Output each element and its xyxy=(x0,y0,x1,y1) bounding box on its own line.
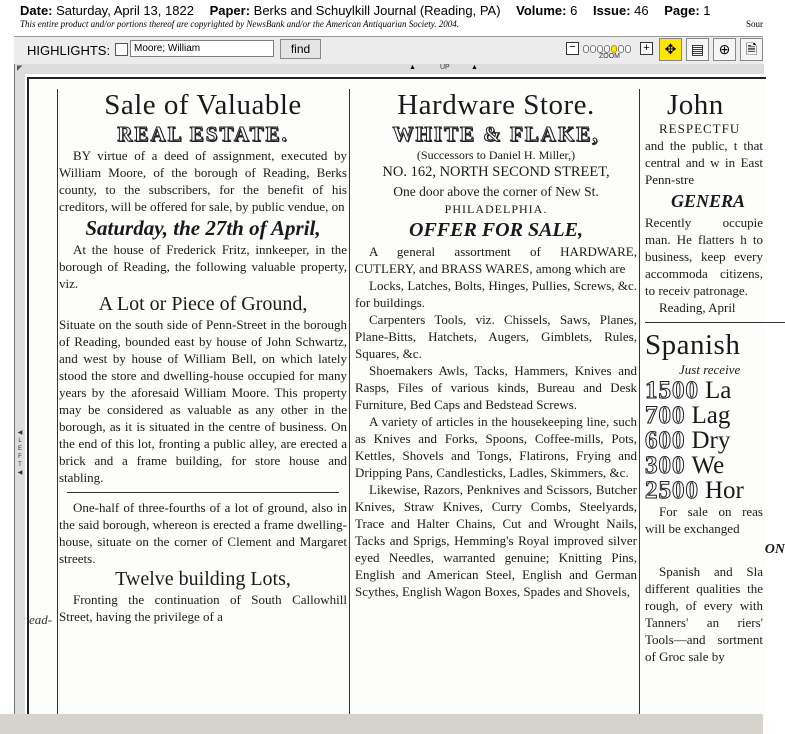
zoom-step-6[interactable] xyxy=(618,45,624,53)
left-label xyxy=(17,429,23,477)
issue-number: 46 xyxy=(634,3,649,18)
divider xyxy=(67,492,339,493)
crosshair-icon[interactable]: ⊕ xyxy=(713,38,736,61)
status-bar xyxy=(0,714,763,734)
quantity-number: 1500 xyxy=(645,377,699,404)
quantity-row xyxy=(645,453,785,478)
quantity-word: La xyxy=(705,377,732,404)
city-line: PHILADELPHIA. xyxy=(444,202,548,216)
article-paragraph: Likewise, Razors, Penknives and Scissors, Butcher Knives, Straw Knives, Curry Combs, Steelyards, Trace and Halter Chains, Cut and Wrought Nails, Tacks and Sprigs, Hemming's Royal improved silver eyed Needles, warranted genuine; Knitting Pins, English and American Steel, English and German Scythes, English Wagon Boxes, Spades and Shovels, xyxy=(355,482,637,599)
article-paragraph: and the public, t that central and w in East Penn-stre xyxy=(645,138,763,187)
article-paragraph: One-half of three-fourths of a lot of ground, also in the said borough, whereon is erected a frame dwelling-house, situate on the corner of Clement and Margaret streets. xyxy=(59,500,347,566)
quantity-word: Dry xyxy=(691,427,731,454)
up-label: UP xyxy=(440,64,450,71)
quantity-word: Lag xyxy=(691,402,731,429)
paper-name: Berks and Schuylkill Journal (Reading, PA) xyxy=(253,3,501,18)
zoom-step-3[interactable] xyxy=(597,45,603,53)
find-button[interactable]: find xyxy=(280,39,321,59)
lots-heading: Twelve building Lots, xyxy=(115,568,291,590)
article-hardware xyxy=(355,89,637,600)
left-label-text: LEFT xyxy=(17,438,22,468)
column-rule xyxy=(349,89,350,719)
dateline: Reading, April xyxy=(659,300,736,315)
article-paragraph: Situate on the south side of Penn-Street in the borough of Reading, bounded east by house of John Schwartz, and west by house of William Bell, on which lately stood the store and dwelling-house occupied for many years by the aforesaid William Moore. This property may be considered as valuable as any other in the borough, as it is situated in the centre of business. On the end of this lot, fronting a public alley, are erected a brick and a frame building, for store house and stabling. xyxy=(59,317,347,485)
door-line: One door above the corner of New St. xyxy=(393,184,599,199)
article-paragraph: Carpenters Tools, viz. Chissels, Saws, Planes, Plane-Bitts, Hatchets, Augers, Gimblets, Rules, Squares, &c. xyxy=(355,312,637,361)
quantity-number: 2500 xyxy=(645,477,699,504)
column-rule xyxy=(639,89,640,719)
zoom-in-icon[interactable]: + xyxy=(640,42,653,55)
newspaper-page xyxy=(27,77,785,716)
image-viewer[interactable] xyxy=(14,64,785,714)
zoom-step-4[interactable] xyxy=(604,45,610,53)
page-view-icon[interactable]: ▤ xyxy=(686,38,709,61)
document-header xyxy=(0,0,763,34)
on-heading: ON xyxy=(764,542,785,557)
zoom-step-2[interactable] xyxy=(590,45,596,53)
successors-line: (Successors to Daniel H. Miller,) xyxy=(416,148,576,162)
highlights-label: HIGHLIGHTS: xyxy=(27,43,111,58)
quantity-row xyxy=(645,478,785,503)
address-line: NO. 162, NORTH SECOND STREET, xyxy=(382,164,610,180)
up-arrow-icon-2[interactable]: ▲ xyxy=(471,64,478,71)
pdf-icon[interactable]: 🗎 xyxy=(740,38,763,61)
article-title: Hardware Store. xyxy=(397,89,595,121)
quantity-row xyxy=(645,378,785,403)
page-label: Page: xyxy=(664,3,700,18)
zoom-step-7[interactable] xyxy=(625,45,631,53)
article-paragraph: At the house of Frederick Fritz, innkeeper, in the borough of Reading, the following valuable property, viz. xyxy=(59,242,347,291)
highlights-input[interactable] xyxy=(130,40,274,57)
volume-label: Volume: xyxy=(516,3,567,18)
scroll-left-bar[interactable] xyxy=(15,74,25,714)
respectfully-line: RESPECTFU xyxy=(659,121,741,136)
article-paragraph: Shoemakers Awls, Tacks, Hammers, Knives and Rasps, Files of various kinds, Bureau and Desk Furniture, Bed Caps and Bedstead Screws. xyxy=(355,363,637,412)
copyright-notice: This entire product and/or portions thereof are copyrighted by NewsBank and/or the American Antiquarian Society. 2004. xyxy=(20,19,460,29)
lot-heading: A Lot or Piece of Ground, xyxy=(98,293,308,315)
quantity-row xyxy=(645,403,785,428)
article-paragraph: Spanish and Sla different qualities the rough, of every with Tanners' an riers' Tools—and sortment of Groc sale by xyxy=(645,564,763,664)
zoom-step-5[interactable] xyxy=(611,45,617,53)
column-rule xyxy=(57,89,58,719)
issue-info xyxy=(20,3,723,18)
pan-tool-icon[interactable]: ✥ xyxy=(659,38,682,61)
left-arrow-icon-2[interactable]: ◀ xyxy=(17,470,23,476)
up-arrow-icon[interactable]: ▲ xyxy=(409,64,416,71)
corner-arrow-icon[interactable]: ◤ xyxy=(17,65,23,72)
sale-date-heading: Saturday, the 27th of April, xyxy=(85,216,321,240)
quantity-number: 300 xyxy=(645,452,686,479)
source-link[interactable]: Sour xyxy=(745,19,763,29)
quantity-list xyxy=(645,378,785,503)
article-paragraph: Locks, Latches, Bolts, Hinges, Pullies, Screws, &c. for buildings. xyxy=(355,278,637,310)
offer-heading: OFFER FOR SALE, xyxy=(409,219,583,241)
quantity-word: We xyxy=(691,452,725,479)
margin-fragment: ead- xyxy=(29,612,53,627)
volume-number: 6 xyxy=(570,3,578,18)
article-real-estate xyxy=(59,89,347,625)
article-paragraph: Recently occupie man. He flatters h to business, keep every accommoda citizens, to receiv patronage. xyxy=(645,215,763,298)
date-label: Date: xyxy=(20,3,53,18)
quantity-word: Hor xyxy=(705,477,744,504)
article-title: Sale of Valuable xyxy=(104,89,302,121)
article-title-2: Spanish xyxy=(645,329,741,361)
issue-date: Saturday, April 13, 1822 xyxy=(56,3,194,18)
article-paragraph: Fronting the continuation of South Callowhill Street, having the privilege of a xyxy=(59,592,347,624)
issue-label: Issue: xyxy=(592,3,631,18)
page-number: 1 xyxy=(703,3,711,18)
divider xyxy=(645,322,785,323)
received-line: Just receive xyxy=(679,362,741,377)
highlights-checkbox[interactable] xyxy=(115,43,128,56)
paper-label: Paper: xyxy=(209,3,251,18)
zoom-step-1[interactable] xyxy=(583,45,589,53)
article-subtitle: WHITE & FLAKE, xyxy=(392,122,600,146)
left-arrow-icon[interactable]: ◀ xyxy=(17,430,23,436)
article-partial xyxy=(645,89,785,665)
viewer-toolbar xyxy=(14,36,763,65)
quantity-row xyxy=(645,428,785,453)
quantity-number: 600 xyxy=(645,427,686,454)
scroll-up-bar[interactable] xyxy=(15,64,764,74)
general-heading: GENERA xyxy=(671,191,746,211)
article-title: John xyxy=(667,89,724,121)
article-paragraph: For sale on reas will be exchanged xyxy=(645,504,763,536)
quantity-number: 700 xyxy=(645,402,686,429)
zoom-label: ZOOM xyxy=(599,53,620,60)
article-paragraph: A variety of articles in the housekeeping line, such as Knives and Forks, Spoons, Coffee-mills, Pots, Kettles, Shovels and Tongs, Flatirons, Frying and Dripping Pans, Candlesticks, Ladles, Skimmers, &c. xyxy=(355,414,637,480)
article-subtitle: REAL ESTATE. xyxy=(117,122,289,146)
article-paragraph: A general assortment of HARDWARE, CUTLERY, and BRASS WARES, among which are xyxy=(355,244,637,276)
article-paragraph: BY virtue of a deed of assignment, executed by William Moore, of the borough of Reading, Berks county, to the subscribers, for the benefit of his creditors, will be offered for sale, by public vendue, on xyxy=(59,148,347,214)
zoom-out-icon[interactable]: − xyxy=(566,42,579,55)
